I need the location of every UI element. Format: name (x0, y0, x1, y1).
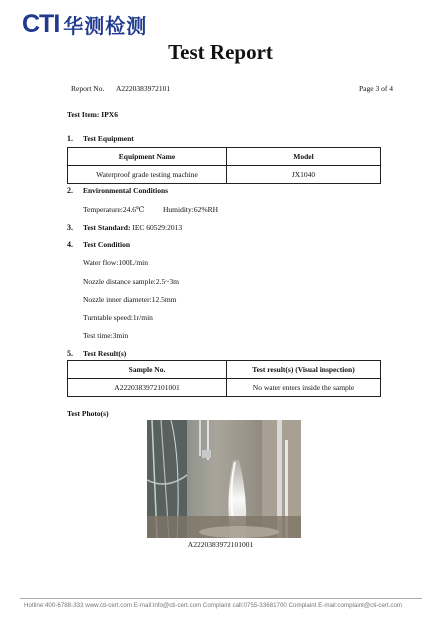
table-header-cell: Test result(s) (Visual inspection) (227, 361, 381, 379)
test-item: Test Item: IPX6 (67, 110, 118, 119)
report-no-label: Report No. (71, 84, 105, 93)
condition-item: Nozzle inner diameter:12.5mm (83, 295, 177, 304)
section-2-number: 2. (67, 186, 73, 195)
test-standard (83, 223, 182, 232)
condition-item: Turntable speed:1r/min (83, 313, 153, 322)
table-header-row (68, 361, 381, 379)
section-5-title: Test Result(s) (83, 349, 127, 358)
logo-text: CTI (22, 9, 60, 38)
company-logo (22, 10, 147, 38)
table-row (68, 166, 381, 184)
footer-contact: Hotline:400-6788-333 www.cti-cert.com E-mail:info@cti-cert.com Complaint call:0755-33681700 Complaint E-mail:complaint@cti-cert.com (24, 602, 403, 609)
section-1-number: 1. (67, 134, 73, 143)
condition-item: Test time:3min (83, 331, 129, 340)
table-cell: A2220383972101001 (68, 379, 227, 397)
table-header-cell: Model (227, 148, 381, 166)
test-photo-image (147, 420, 301, 538)
table-cell: JX1040 (227, 166, 381, 184)
table-header-cell: Sample No. (68, 361, 227, 379)
section-1-title: Test Equipment (83, 134, 134, 143)
table-cell: Waterproof grade testing machine (68, 166, 227, 184)
section-5-number: 5. (67, 349, 73, 358)
table-header-row (68, 148, 381, 166)
equipment-table (67, 147, 381, 184)
table-header-cell: Equipment Name (68, 148, 227, 166)
condition-item: Water flow:100L/min (83, 258, 149, 267)
table-row (68, 379, 381, 397)
section-3-title: Test Standard: (83, 223, 131, 232)
logo-chinese-text: 华测检测 (63, 13, 148, 38)
photo-caption: A2220383972101001 (187, 540, 254, 549)
test-photo (147, 420, 301, 538)
page-number: Page 3 of 4 (359, 84, 393, 93)
result-table (67, 360, 381, 397)
page-title: Test Report (168, 40, 273, 64)
footer-divider (20, 598, 422, 599)
section-4-title: Test Condition (83, 240, 131, 249)
photo-heading: Test Photo(s) (67, 409, 109, 418)
temperature-text: Temperature:24.6℃ (83, 205, 145, 214)
section-3-number: 3. (67, 223, 73, 232)
condition-item: Nozzle distance sample:2.5~3m (83, 277, 179, 286)
table-cell: No water enters inside the sample (227, 379, 381, 397)
test-standard-value: IEC 60529:2013 (130, 223, 183, 232)
report-no-value: A2220383972101 (116, 84, 171, 93)
humidity-text: Humidity:62%RH (163, 205, 219, 214)
section-4-number: 4. (67, 240, 73, 249)
section-2-title: Environmental Conditions (83, 186, 169, 195)
